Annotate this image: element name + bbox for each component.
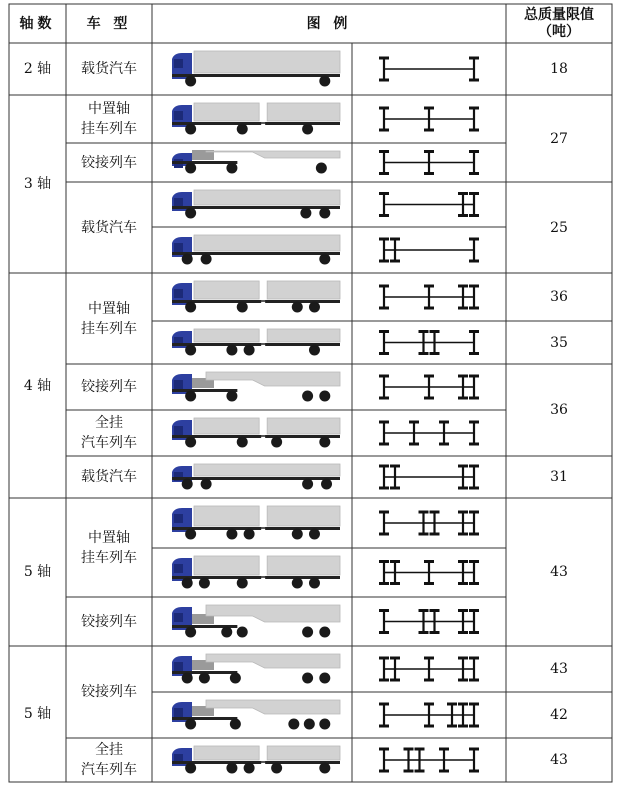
axle-diagram	[379, 704, 479, 726]
cab-window	[174, 198, 183, 207]
wheel	[237, 578, 248, 589]
wheel	[185, 302, 196, 313]
wheel	[244, 345, 255, 356]
header-axles	[9, 4, 66, 43]
vehicle-type-cell	[66, 410, 152, 456]
vehicle-type-cell-text: 全挂	[95, 742, 123, 758]
header-mass-limit-text: （吨）	[538, 23, 580, 40]
axle-count-cell-text: 4 轴	[23, 377, 52, 394]
wheel	[302, 391, 313, 402]
vehicle-type-cell-text: 全挂	[95, 415, 123, 431]
wheel	[304, 719, 315, 730]
chassis-bar	[172, 252, 340, 255]
mass-limit-cell	[506, 646, 612, 692]
mass-limit-cell-text: 43	[550, 661, 568, 677]
wheel	[302, 673, 313, 684]
axle-diagram	[379, 332, 479, 354]
wheel	[288, 719, 299, 730]
axle-count-cell-text: 2 轴	[23, 61, 52, 77]
mass-limit-cell-text: 43	[550, 564, 568, 580]
mass-limit-cell	[506, 738, 612, 782]
wheel	[185, 345, 196, 356]
wheel	[237, 627, 248, 638]
wheel	[319, 719, 330, 730]
mass-limit-cell-text: 31	[550, 469, 568, 485]
mass-limit-cell-text: 27	[550, 130, 568, 147]
wheel	[271, 763, 282, 774]
wheel	[316, 163, 327, 174]
chassis-bar	[172, 161, 237, 164]
truck-illustration	[172, 700, 340, 730]
wheel	[319, 76, 330, 87]
chassis-bar	[265, 122, 340, 125]
wheel	[185, 627, 196, 638]
axle-diagram	[379, 376, 479, 398]
chassis-bar	[172, 74, 340, 77]
axle-diagram	[379, 194, 479, 216]
truck-illustration	[172, 418, 340, 448]
cargo-box	[267, 281, 340, 299]
truck-illustration	[172, 464, 340, 490]
axle-diagram	[379, 466, 479, 488]
axle-diagram	[379, 152, 479, 174]
truck-illustration	[172, 281, 340, 313]
mass-limit-cell	[506, 456, 612, 498]
vehicle-type-cell	[66, 646, 152, 738]
vehicle-type-cell-text: 中置轴	[88, 101, 130, 117]
mass-limit-cell	[506, 182, 612, 273]
axle-count-cell-text: 5 轴	[23, 706, 52, 722]
wheel	[230, 719, 241, 730]
axle-diagram	[379, 239, 479, 261]
vehicle-type-cell-text: 铰接列车	[81, 613, 137, 630]
vehicle-type-cell	[66, 95, 152, 143]
wheel	[185, 163, 196, 174]
mass-limit-cell	[506, 692, 612, 738]
cab-window	[174, 59, 183, 68]
cab-window	[174, 662, 183, 671]
truck-illustration	[172, 654, 340, 684]
wheel	[226, 529, 237, 540]
axle-diagram	[379, 749, 479, 771]
wheel	[182, 254, 193, 265]
cargo-box	[267, 103, 340, 121]
chassis-bar	[172, 122, 261, 125]
header-vehicle-type	[66, 4, 152, 43]
axle-diagram	[379, 512, 479, 534]
wheel	[319, 627, 330, 638]
wheel	[319, 763, 330, 774]
header-diagram-text: 图 例	[306, 15, 352, 32]
wheel	[309, 345, 320, 356]
vehicle-type-cell-text: 铰接列车	[81, 379, 137, 395]
axle-diagram	[379, 422, 479, 444]
axle-diagram	[379, 286, 479, 308]
cargo-box	[194, 190, 340, 205]
wheel	[237, 302, 248, 313]
truck-illustration	[172, 372, 340, 402]
truck-illustration	[172, 746, 340, 774]
header-mass-limit-text: 总质量限值	[524, 6, 594, 23]
wheel	[321, 479, 332, 490]
cargo-box	[194, 281, 259, 299]
truck-illustration	[172, 556, 340, 589]
vehicle-type-cell	[66, 597, 152, 646]
vehicle-type-cell-text: 载货汽车	[81, 219, 137, 236]
wheel	[226, 163, 237, 174]
chassis-bar	[172, 206, 340, 209]
wheel	[185, 437, 196, 448]
wheel	[182, 673, 193, 684]
wheel	[302, 124, 313, 135]
chassis-bar	[265, 576, 340, 579]
chassis-bar	[265, 300, 340, 303]
wheel	[292, 529, 303, 540]
chassis-bar	[172, 389, 237, 392]
cab-window	[174, 380, 183, 389]
header-vehicle-type-text: 车 型	[86, 15, 132, 32]
semi-trailer-box	[206, 654, 340, 668]
axle-count-cell	[9, 43, 66, 95]
vehicle-type-cell	[66, 456, 152, 498]
cab-window	[174, 514, 183, 523]
mass-limit-cell-text: 18	[550, 61, 568, 77]
header-mass-limit	[506, 4, 612, 43]
wheel	[185, 529, 196, 540]
wheel	[319, 437, 330, 448]
wheel	[230, 673, 241, 684]
wheel	[199, 673, 210, 684]
mass-limit-cell-text: 43	[550, 752, 568, 768]
vehicle-type-cell-text: 铰接列车	[81, 154, 137, 171]
cab-window	[174, 426, 183, 435]
cargo-box	[267, 746, 340, 760]
chassis-bar	[172, 300, 261, 303]
wheel	[185, 391, 196, 402]
wheel	[244, 529, 255, 540]
mass-limit-cell-text: 36	[550, 289, 568, 305]
wheel	[201, 254, 212, 265]
vehicle-type-cell-text: 汽车列车	[81, 762, 137, 778]
wheel	[309, 302, 320, 313]
wheel	[185, 124, 196, 135]
wheel	[271, 437, 282, 448]
mass-limit-cell	[506, 43, 612, 95]
truck-illustration	[172, 506, 340, 540]
chassis-bar	[172, 435, 261, 438]
wheel	[182, 578, 193, 589]
chassis-bar	[265, 527, 340, 530]
wheel	[302, 479, 313, 490]
mass-limit-cell	[506, 321, 612, 364]
axle-diagram	[379, 58, 479, 80]
axle-count-cell	[9, 498, 66, 646]
wheel	[185, 208, 196, 219]
vehicle-type-cell-text: 中置轴	[88, 300, 130, 317]
cargo-box	[194, 51, 340, 73]
wheel	[300, 208, 311, 219]
wheel	[309, 529, 320, 540]
truck-illustration	[172, 235, 340, 265]
vehicle-type-cell-text: 挂车列车	[81, 549, 137, 566]
wheel	[185, 76, 196, 87]
truck-illustration	[172, 329, 340, 356]
mass-limit-cell	[506, 273, 612, 321]
cab-window	[174, 289, 183, 298]
axle-diagram	[379, 108, 479, 130]
wheel	[319, 673, 330, 684]
wheel	[201, 479, 212, 490]
truck-illustration	[172, 103, 340, 135]
cargo-box	[194, 418, 259, 434]
wheel	[319, 391, 330, 402]
wheel	[199, 578, 210, 589]
wheel	[292, 302, 303, 313]
cargo-box	[194, 464, 340, 476]
vehicle-type-cell	[66, 143, 152, 182]
cab-window	[174, 613, 183, 622]
cab-window	[174, 111, 183, 120]
wheel	[221, 627, 232, 638]
cargo-box	[267, 418, 340, 434]
wheel	[319, 254, 330, 265]
cargo-box	[194, 329, 259, 342]
wheel	[226, 345, 237, 356]
truck-illustration	[172, 51, 340, 87]
mass-limit-cell-text: 36	[550, 402, 568, 418]
semi-trailer-box	[206, 372, 340, 386]
wheel	[292, 578, 303, 589]
axle-count-cell-text: 5 轴	[23, 564, 52, 580]
wheel	[185, 719, 196, 730]
vehicle-type-cell-text: 载货汽车	[81, 469, 137, 485]
chassis-bar	[265, 343, 340, 346]
semi-trailer-box	[206, 700, 340, 714]
vehicle-type-cell	[66, 273, 152, 364]
cargo-box	[194, 235, 340, 251]
cab-window	[174, 708, 183, 717]
axle-count-cell-text: 3 轴	[23, 176, 52, 192]
vehicle-type-cell-text: 载货汽车	[81, 61, 137, 77]
chassis-bar	[172, 477, 340, 480]
header-diagram	[152, 4, 506, 43]
cargo-box	[194, 556, 259, 575]
axle-diagram	[379, 562, 479, 584]
axle-count-cell	[9, 95, 66, 273]
vehicle-type-cell-text: 铰接列车	[81, 684, 137, 700]
cargo-box	[194, 103, 259, 121]
cargo-box	[267, 329, 340, 342]
mass-limit-cell-text: 35	[550, 334, 568, 351]
semi-trailer-box	[206, 151, 340, 158]
axle-diagram	[379, 611, 479, 633]
wheel	[302, 627, 313, 638]
wheel	[309, 578, 320, 589]
vehicle-type-cell-text: 中置轴	[88, 529, 130, 546]
vehicle-type-cell	[66, 364, 152, 410]
vehicle-type-cell	[66, 738, 152, 782]
vehicle-type-cell	[66, 498, 152, 597]
chassis-bar	[172, 717, 237, 720]
wheel	[226, 391, 237, 402]
truck-illustration	[172, 605, 340, 638]
mass-limit-cell-text: 42	[550, 707, 568, 723]
truck-illustration	[172, 150, 340, 174]
cab-window	[174, 243, 183, 252]
vehicle-type-cell-text: 挂车列车	[81, 121, 137, 137]
truck-illustration	[172, 190, 340, 219]
cargo-box	[194, 506, 259, 526]
vehicle-type-cell-text: 汽车列车	[81, 435, 137, 451]
wheel	[185, 763, 196, 774]
cab-window	[174, 564, 183, 573]
axle-count-cell	[9, 646, 66, 782]
mass-limit-cell-text: 25	[550, 219, 568, 236]
cargo-box	[267, 506, 340, 526]
wheel	[226, 763, 237, 774]
axle-diagram	[379, 658, 479, 680]
cargo-box	[267, 556, 340, 575]
cargo-box	[194, 746, 259, 760]
mass-limit-cell	[506, 364, 612, 456]
axle-count-cell	[9, 273, 66, 498]
mass-limit-cell	[506, 498, 612, 646]
wheel	[237, 124, 248, 135]
vehicle-type-cell-text: 挂车列车	[81, 320, 137, 337]
wheel	[237, 437, 248, 448]
vehicle-type-cell	[66, 43, 152, 95]
wheel	[244, 763, 255, 774]
mass-limit-cell	[506, 95, 612, 182]
wheel	[319, 208, 330, 219]
wheel	[182, 479, 193, 490]
header-axles-text: 轴数	[19, 15, 56, 32]
semi-trailer-box	[206, 605, 340, 622]
vehicle-type-cell	[66, 182, 152, 273]
